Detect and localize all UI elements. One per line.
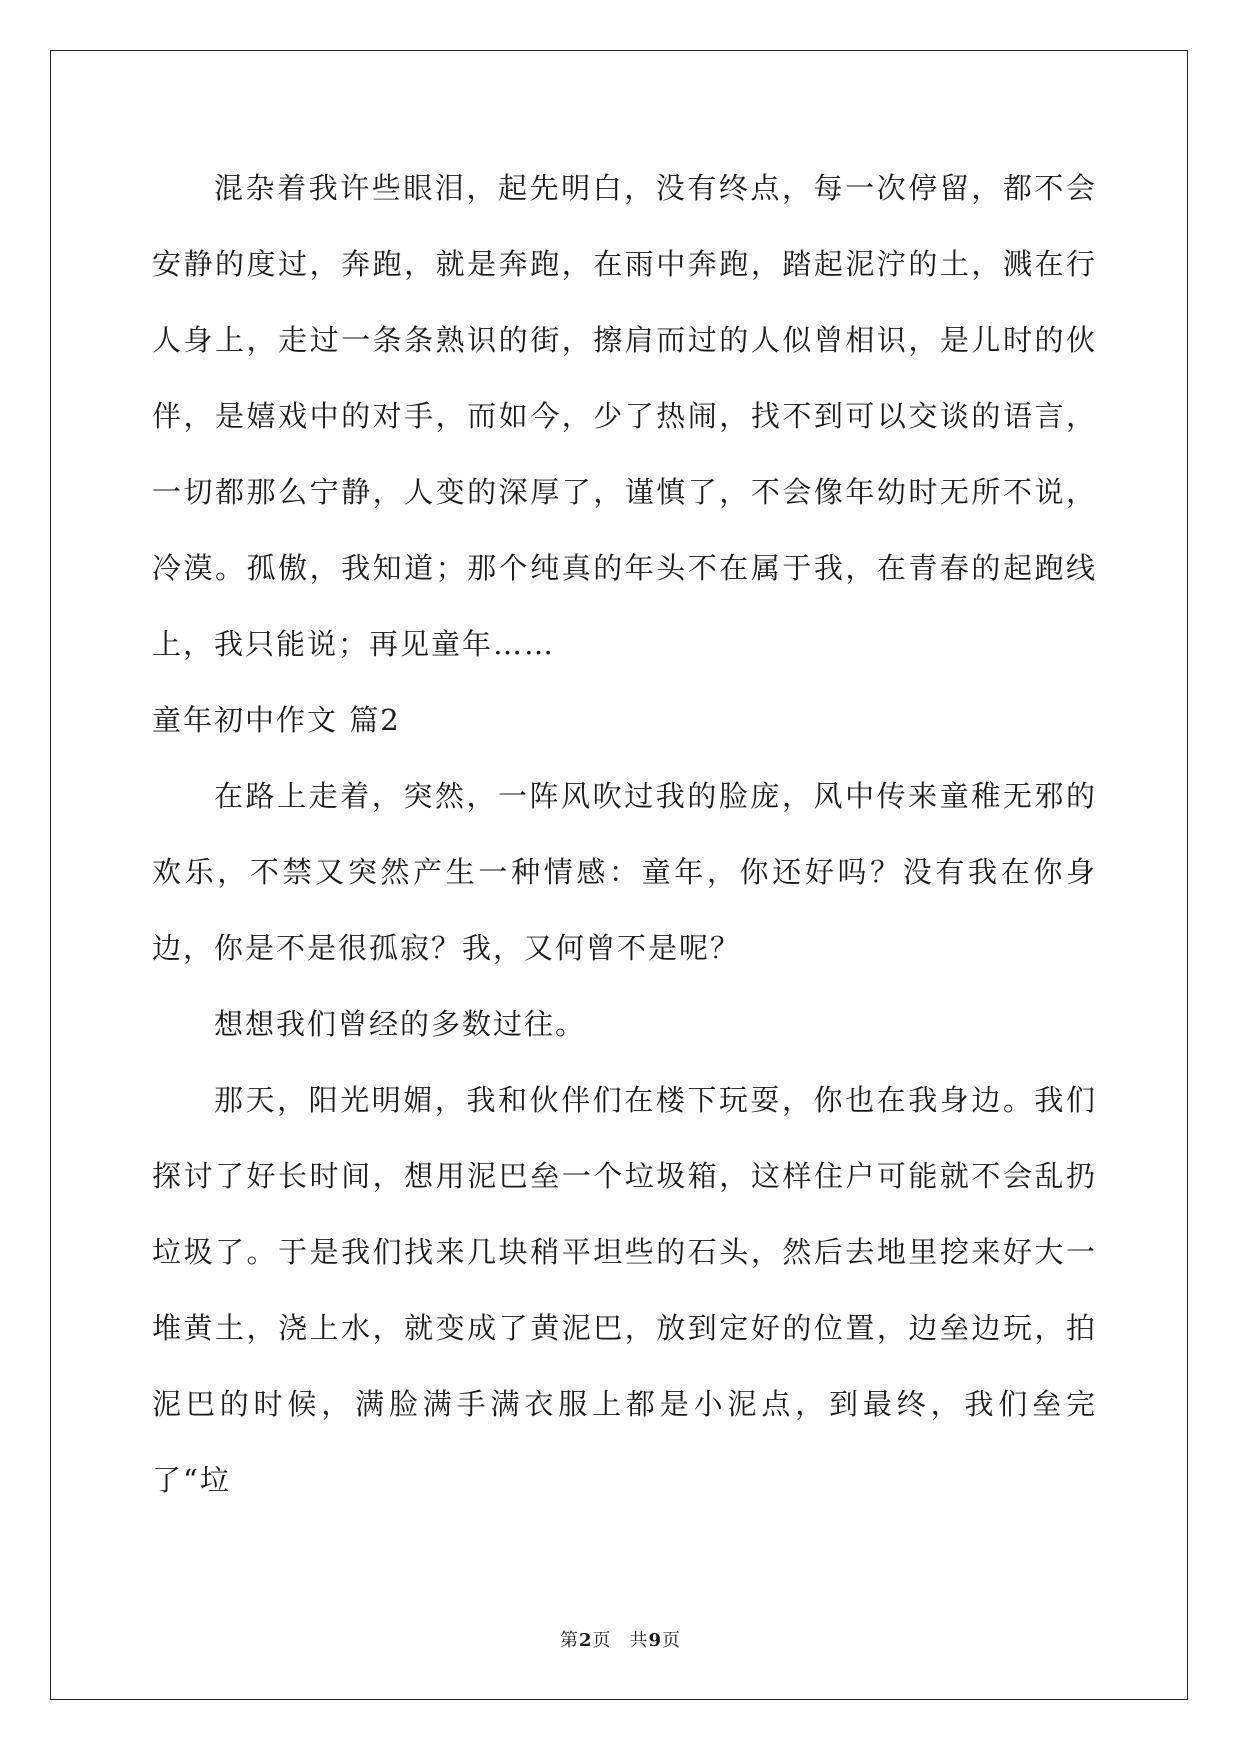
document-body: [152, 150, 1097, 1518]
total-pages: 9: [648, 1630, 663, 1651]
page-footer: [0, 1626, 1241, 1652]
footer-total-prefix: 共: [629, 1630, 649, 1651]
footer-total-suffix: 页: [662, 1630, 682, 1651]
paragraph-1: 混杂着我许些眼泪，起先明白，没有终点，每一次停留，都不会安静的度过，奔跑，就是奔跑，在雨中奔跑，踏起泥泞的土，溅在行人身上，走过一条条熟识的街，擦肩而过的人似曾相识，是儿时的伙伴，是嬉戏中的对手，而如今，少了热闹，找不到可以交谈的语言，一切都那么宁静，人变的深厚了，谨慎了，不会像年幼时无所不说，冷漠。孤傲，我知道；那个纯真的年头不在属于我，在青春的起跑线上，我只能说；再见童年……: [152, 171, 1097, 661]
footer-prefix: 第: [559, 1630, 579, 1651]
paragraph-3: 想想我们曾经的多数过往。: [214, 1007, 587, 1041]
page-number: 2: [578, 1630, 593, 1651]
section-heading: 童年初中作文 篇2: [152, 703, 401, 737]
paragraph-4: 那天，阳光明媚，我和伙伴们在楼下玩耍，你也在我身边。我们探讨了好长时间，想用泥巴垒一个垃圾箱，这样住户可能就不会乱扔垃圾了。于是我们找来几块稍平坦些的石头，然后去地里挖来好大一堆黄土，浇上水，就变成了黄泥巴，放到定好的位置，边垒边玩，拍泥巴的时候，满脸满手满衣服上都是小泥点，到最终，我们垒完了“垃: [152, 1083, 1097, 1497]
paragraph-2: 在路上走着，突然，一阵风吹过我的脸庞，风中传来童稚无邪的欢乐，不禁又突然产生一种情感：童年，你还好吗？没有我在你身边，你是不是很孤寂？我，又何曾不是呢？: [152, 779, 1097, 965]
footer-page-suffix: 页: [592, 1630, 612, 1651]
